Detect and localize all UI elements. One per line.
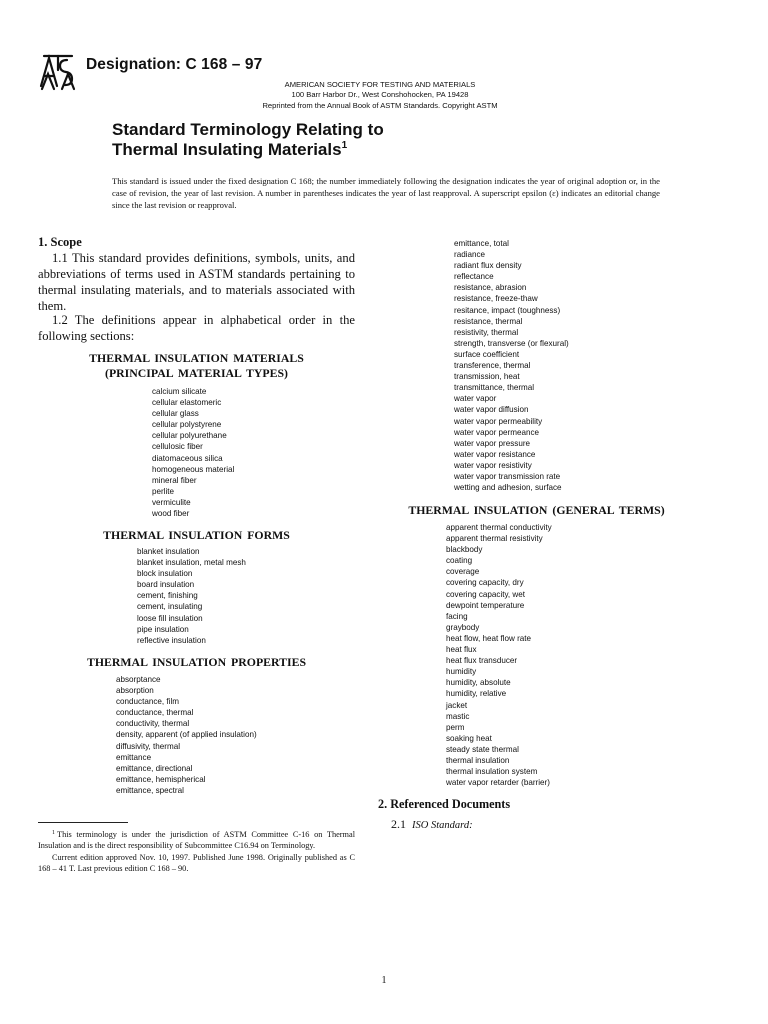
- term-item: density, apparent (of applied insulation): [116, 730, 257, 740]
- iso-standard-label: ISO Standard:: [412, 820, 473, 831]
- term-item: diatomaceous silica: [152, 453, 223, 463]
- publisher-address: 100 Barr Harbor Dr., West Conshohocken, PA 19428: [291, 90, 469, 100]
- term-item: soaking heat: [446, 733, 492, 743]
- term-item: absorptance: [116, 675, 161, 684]
- term-item: transference, thermal: [454, 361, 531, 371]
- term-item: resistance, abrasion: [454, 283, 527, 293]
- footnote-mark: 1: [52, 830, 55, 836]
- referenced-documents-heading: 2. Referenced Documents: [378, 797, 511, 811]
- scope-heading: 1. Scope: [38, 235, 82, 249]
- term-item: perlite: [152, 486, 175, 496]
- term-item: heat flux transducer: [446, 656, 518, 666]
- term-item: radiance: [454, 250, 486, 260]
- footnote-text-1: This terminology is under the jurisdiction of ASTM Committee C-16 on Thermal Insulation and is the direct responsibility of Subcommittee C16.94 on Terminology.: [38, 830, 355, 851]
- title-footnote-mark: 1: [341, 139, 348, 151]
- term-item: dewpoint temperature: [446, 600, 525, 610]
- term-item: emittance, hemispherical: [116, 774, 206, 784]
- title-line-2: Thermal Insulating Materials: [112, 139, 342, 159]
- term-item: conductivity, thermal: [116, 719, 190, 729]
- term-item: transmission, heat: [454, 372, 520, 382]
- term-item: humidity, absolute: [446, 678, 511, 688]
- term-item: cement, insulating: [137, 602, 203, 612]
- scope-paragraph-1: 1.1 This standard provides definitions, symbols, units, and abbreviations of terms used in ASTM standards pertaining to thermal insulating materials, and to materials associated with them.: [38, 251, 355, 313]
- term-item: reflectance: [454, 272, 494, 282]
- term-item: mastic: [446, 711, 470, 721]
- term-item: wood fiber: [152, 509, 190, 519]
- iso-standard-number: 2.1: [391, 817, 406, 831]
- materials-heading-line-1: THERMAL INSULATION MATERIALS: [89, 351, 304, 365]
- term-item: water vapor pressure: [454, 438, 531, 448]
- term-item: facing: [446, 611, 468, 621]
- reprint-notice: Reprinted from the Annual Book of ASTM Standards. Copyright ASTM: [262, 100, 498, 110]
- term-item: loose fill insulation: [137, 613, 203, 623]
- term-item: board insulation: [137, 580, 195, 590]
- term-item: water vapor: [454, 394, 497, 404]
- forms-heading: THERMAL INSULATION FORMS: [103, 528, 290, 542]
- term-item: perm: [446, 722, 465, 732]
- term-item: water vapor diffusion: [454, 405, 529, 415]
- term-item: cellular polystyrene: [152, 420, 222, 430]
- term-item: resitance, impact (toughness): [454, 305, 561, 315]
- general-terms-heading: THERMAL INSULATION (GENERAL TERMS): [408, 503, 665, 517]
- designation: Designation: C 168 – 97: [86, 56, 263, 73]
- term-item: emittance: [116, 752, 152, 762]
- publisher-block: [230, 80, 530, 111]
- footnote-text-2: Current edition approved Nov. 10, 1997. Published June 1998. Originally published as C 168 – 41 T. Last previous edition C 168 – 90.: [38, 852, 355, 873]
- footnote-rule: [38, 822, 128, 823]
- term-item: apparent thermal resistivity: [446, 534, 543, 544]
- term-item: transmittance, thermal: [454, 383, 535, 393]
- term-item: graybody: [446, 622, 480, 632]
- term-item: reflective insulation: [137, 635, 206, 645]
- term-item: surface coefficient: [454, 349, 520, 359]
- term-item: water vapor resistance: [454, 449, 536, 459]
- term-item: calcium silicate: [152, 387, 207, 396]
- materials-list: [152, 386, 234, 519]
- term-item: covering capacity, dry: [446, 578, 524, 588]
- page-number: 1: [381, 975, 387, 986]
- term-item: water vapor permeance: [454, 427, 540, 437]
- term-item: heat flux: [446, 645, 477, 655]
- iso-standard-line: [391, 817, 473, 832]
- term-item: emittance, directional: [116, 763, 193, 773]
- scope-paragraph-2: 1.2 The definitions appear in alphabetical order in the following sections:: [38, 313, 355, 343]
- astm-logo: [38, 52, 78, 92]
- term-item: blanket insulation, metal mesh: [137, 558, 246, 568]
- term-item: mineral fiber: [152, 475, 197, 485]
- materials-heading: [38, 351, 355, 380]
- term-item: covering capacity, wet: [446, 589, 526, 599]
- term-item: block insulation: [137, 569, 193, 579]
- document-title: [112, 120, 384, 159]
- term-item: apparent thermal conductivity: [446, 523, 552, 532]
- term-item: thermal insulation: [446, 755, 510, 765]
- properties-list: [116, 674, 257, 796]
- term-item: diffusivity, thermal: [116, 741, 181, 751]
- term-item: thermal insulation system: [446, 767, 538, 777]
- term-item: cement, finishing: [137, 591, 198, 601]
- footnote: [38, 829, 355, 874]
- forms-list: [137, 546, 246, 646]
- term-item: resistance, freeze-thaw: [454, 294, 538, 304]
- term-item: humidity: [446, 667, 477, 677]
- term-item: water vapor transmission rate: [454, 471, 561, 481]
- term-item: coating: [446, 556, 473, 566]
- term-item: vermiculite: [152, 497, 191, 507]
- term-item: coverage: [446, 567, 480, 577]
- publisher-name: AMERICAN SOCIETY FOR TESTING AND MATERIALS: [284, 80, 476, 89]
- properties-list-continued: [454, 238, 569, 493]
- term-item: homogeneous material: [152, 464, 235, 474]
- term-item: cellular polyurethane: [152, 431, 227, 441]
- term-item: cellular glass: [152, 409, 199, 419]
- term-item: steady state thermal: [446, 744, 519, 754]
- general-terms-list: [446, 522, 552, 788]
- term-item: radiant flux density: [454, 261, 522, 271]
- term-item: heat flow, heat flow rate: [446, 633, 532, 643]
- term-item: conductance, thermal: [116, 708, 194, 718]
- term-item: absorption: [116, 686, 154, 696]
- title-line-1: Standard Terminology Relating to: [112, 120, 384, 139]
- issuance-notice: This standard is issued under the fixed designation C 168; the number immediately following the designation indicates the year of original adoption or, in the case of revision, the year of last revision. A number in parentheses indicates the year of last reapproval. A superscript epsilon (ε) indicates an editorial change since the last revision or reapproval.: [112, 176, 660, 211]
- term-item: jacket: [446, 700, 468, 710]
- term-item: water vapor resistivity: [454, 460, 532, 470]
- properties-heading: THERMAL INSULATION PROPERTIES: [86, 655, 307, 669]
- term-item: blackbody: [446, 545, 483, 555]
- term-item: blanket insulation: [137, 547, 200, 556]
- term-item: resistance, thermal: [454, 316, 523, 326]
- materials-heading-line-2: (PRINCIPAL MATERIAL TYPES): [105, 365, 288, 380]
- term-item: wetting and adhesion, surface: [454, 483, 562, 493]
- term-item: emittance, spectral: [116, 785, 184, 795]
- term-item: resistivity, thermal: [454, 327, 519, 337]
- term-item: conductance, film: [116, 697, 179, 707]
- term-item: humidity, relative: [446, 689, 507, 699]
- term-item: emittance, total: [454, 239, 509, 248]
- term-item: water vapor retarder (barrier): [446, 778, 550, 788]
- term-item: pipe insulation: [137, 624, 189, 634]
- term-item: strength, transverse (or flexural): [454, 338, 569, 348]
- term-item: cellulosic fiber: [152, 442, 203, 452]
- term-item: cellular elastomeric: [152, 398, 222, 408]
- term-item: water vapor permeability: [454, 416, 543, 426]
